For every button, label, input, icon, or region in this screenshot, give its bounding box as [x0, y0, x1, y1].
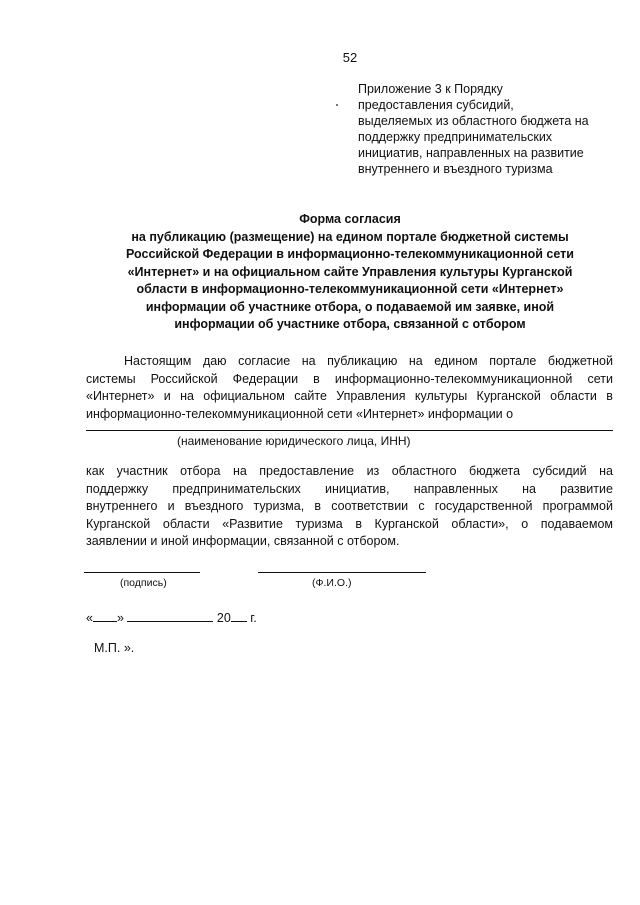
title-line: информации об участнике отбора, связанной с отбором: [174, 317, 526, 331]
year-suffix: г.: [250, 611, 257, 625]
title-line: области в информационно-телекоммуникационной сети «Интернет»: [136, 282, 564, 296]
date-close-quote: »: [116, 611, 124, 625]
paragraph-line: Настоящим даю согласие на публикацию на едином портале бюджетной: [124, 354, 613, 368]
appendix-line: внутреннего и въездного туризма: [358, 162, 553, 176]
paragraph-line: информационно-телекоммуникационной сети «Интернет» информации о: [86, 406, 514, 421]
title-line: на публикацию (размещение) на едином портале бюджетной системы: [131, 229, 569, 244]
title-line: «Интернет» и на официальном сайте Управления культуры Курганской: [127, 264, 573, 279]
legal-entity-caption: (наименование юридического лица, ИНН): [177, 434, 411, 448]
consent-paragraph: [86, 353, 613, 423]
paragraph-line: поддержку предпринимательских инициатив, направленных на развитие: [86, 481, 613, 496]
legal-entity-field[interactable]: [86, 430, 613, 431]
appendix-line: инициатив, направленных на развитие: [358, 146, 584, 160]
stamp-place: М.П. ».: [94, 641, 135, 655]
paragraph-line: «Интернет» и на официальном сайте Управления культуры Курганской области в: [86, 389, 613, 403]
fio-caption: (Ф.И.О.): [312, 577, 352, 589]
paragraph-line: как участник отбора на предоставление из областного бюджета субсидий на: [86, 464, 613, 478]
appendix-line: выделяемых из областного бюджета на: [358, 114, 589, 128]
year-prefix: 20: [216, 611, 231, 625]
appendix-line: поддержку предпринимательских: [358, 130, 553, 144]
signature-caption: (подпись): [120, 577, 167, 589]
date-open-quote: «: [86, 611, 93, 625]
paragraph-line: Курганской области «Развитие туризма в Курганской области», о подаваемом: [86, 516, 613, 531]
paragraph-line: внутреннего и въездного туризма, в соответствии с государственной программой: [86, 499, 613, 513]
title-line: Российской Федерации в информационно-телекоммуникационной сети: [126, 247, 574, 261]
date-line: [86, 609, 257, 625]
month-field[interactable]: [127, 609, 213, 622]
appendix-line: Приложение 3 к Порядку: [358, 82, 503, 96]
title-line: Форма согласия: [299, 212, 401, 226]
scan-speck: [336, 104, 338, 106]
paragraph-line: системы Российской Федерации в информационно-телекоммуникационной сети: [86, 371, 613, 386]
fio-field[interactable]: [258, 572, 426, 573]
participant-paragraph: [86, 463, 613, 551]
title-line: информации об участнике отбора, о подаваемой им заявке, иной: [145, 299, 555, 314]
appendix-header: [358, 81, 620, 177]
paragraph-line: заявлении и иной информации, связанной с отбором.: [86, 534, 400, 548]
appendix-line: предоставления субсидий,: [358, 98, 514, 112]
year-field[interactable]: [231, 609, 247, 622]
day-field[interactable]: [93, 609, 117, 622]
signature-field[interactable]: [84, 572, 200, 573]
form-title: [80, 211, 620, 334]
page-number: 52: [342, 50, 358, 65]
